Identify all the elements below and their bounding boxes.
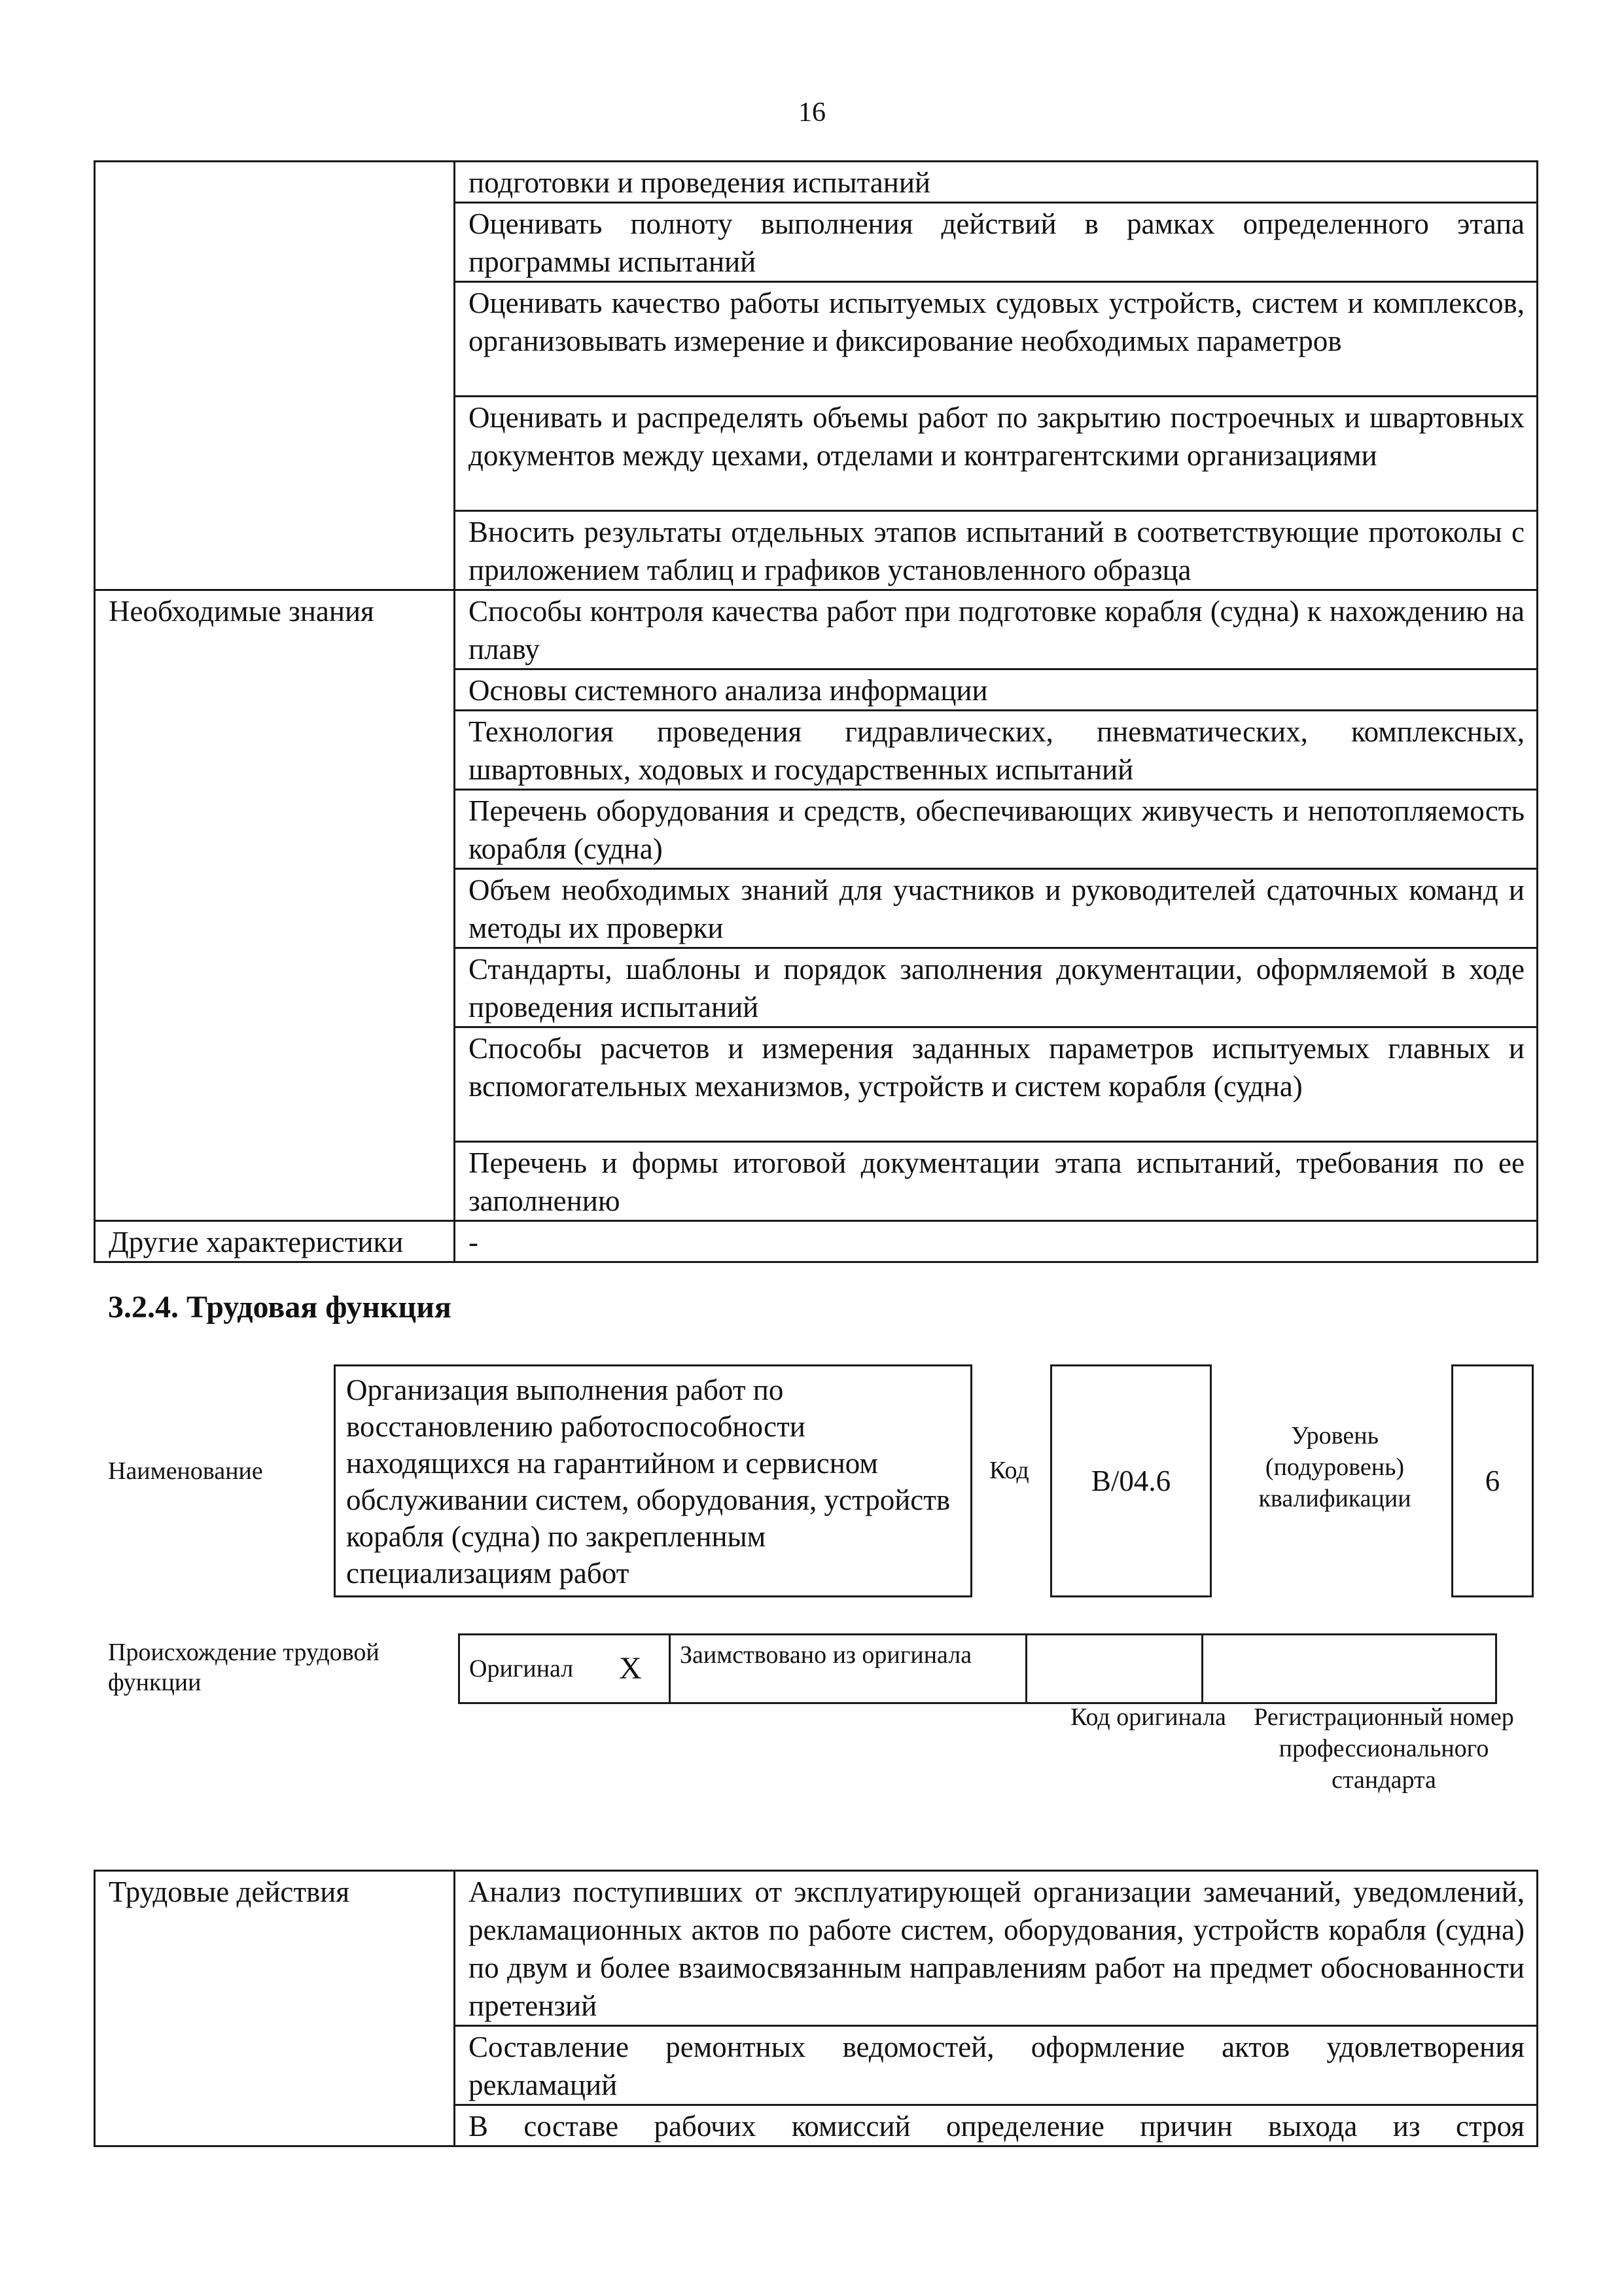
table-cell: подготовки и проведения испытаний [455,162,1538,203]
table-cell: Способы расчетов и измерения заданных параметров испытуемых главных и вспомогательных механизмов, устройств и систем корабля (судна) [455,1027,1538,1142]
table-cell: Технология проведения гидравлических, пневматических, комплексных, швартовных, ходовых и государственных испытаний [455,711,1538,790]
original-code-caption: Код оригинала [1070,1703,1226,1731]
labor-actions-table [94,1870,1538,2147]
table-cell: Объем необходимых знаний для участников и руководителей сдаточных команд и методы их проверки [455,869,1538,948]
level-label: Уровень (подуровень) квалификации [1258,1422,1411,1512]
table-cell: Оценивать и распределять объемы работ по закрытию построечных и швартовных документов между цехами, отделами и контрагентскими организациями [455,397,1538,511]
origin-table [458,1633,1497,1704]
code-label: Код [989,1457,1029,1484]
row-label-actions: Трудовые действия [95,1871,455,2146]
table-row [459,1635,1496,1703]
borrowed-label: Заимствовано из оригинала [670,1635,1027,1703]
table-cell: Перечень оборудования и средств, обеспечивающих живучесть и непотопляемость корабля (судна) [455,790,1538,869]
row-label-other: Другие характеристики [95,1221,455,1262]
table-cell: В составе рабочих комиссий определение причин выхода из строя [455,2105,1538,2146]
name-label: Наименование [108,1457,263,1485]
table-cell: Стандарты, шаблоны и порядок заполнения документации, оформляемой в ходе проведения испытаний [455,948,1538,1027]
table-cell: Составление ремонтных ведомостей, оформление актов удовлетворения рекламаций [455,2026,1538,2105]
table-cell: Перечень и формы итоговой документации этапа испытаний, требования по ее заполнению [455,1142,1538,1221]
table-row [95,1221,1538,1262]
table-row [95,1871,1538,2026]
table-cell: Основы системного анализа информации [455,669,1538,711]
table-row [95,590,1538,669]
level-value-box: 6 [1451,1364,1534,1597]
registration-caption: Регистрационный номер профессионального стандарта [1254,1703,1514,1794]
function-code-box: B/04.6 [1050,1364,1212,1597]
original-code-cell [1027,1635,1203,1703]
function-name-box: Организация выполнения работ по восстановлению работоспособности находящихся на гарантийном и сервисном обслуживании систем, оборудования, устройств корабля (судна) по закрепленным специализациям работ [334,1364,972,1597]
table-cell: Анализ поступивших от эксплуатирующей организации замечаний, уведомлений, рекламационных актов по работе систем, оборудования, устройств корабля (судна) по двум и более взаимосвязанным направлениям работ на предмет обоснованности претензий [455,1871,1538,2026]
row-label-skills [95,162,455,590]
table-cell: Способы контроля качества работ при подготовке корабля (судна) к нахождению на плаву [455,590,1538,669]
original-mark: X [610,1635,670,1703]
page-number: 16 [798,98,826,128]
table-cell: Вносить результаты отдельных этапов испытаний в соответствующие протоколы с приложением таблиц и графиков установленного образца [455,511,1538,590]
table-row [95,162,1538,203]
origin-label: Происхождение трудовой функции [108,1639,380,1696]
skills-knowledge-table [94,160,1538,1263]
table-cell: - [455,1221,1538,1262]
table-cell: Оценивать полноту выполнения действий в рамках определенного этапа программы испытаний [455,203,1538,282]
section-heading: 3.2.4. Трудовая функция [108,1290,451,1325]
registration-number-cell [1203,1635,1496,1703]
original-label: Оригинал [459,1635,610,1703]
row-label-knowledge: Необходимые знания [95,590,455,1221]
table-cell: Оценивать качество работы испытуемых судовых устройств, систем и комплексов, организовывать измерение и фиксирование необходимых параметров [455,282,1538,397]
